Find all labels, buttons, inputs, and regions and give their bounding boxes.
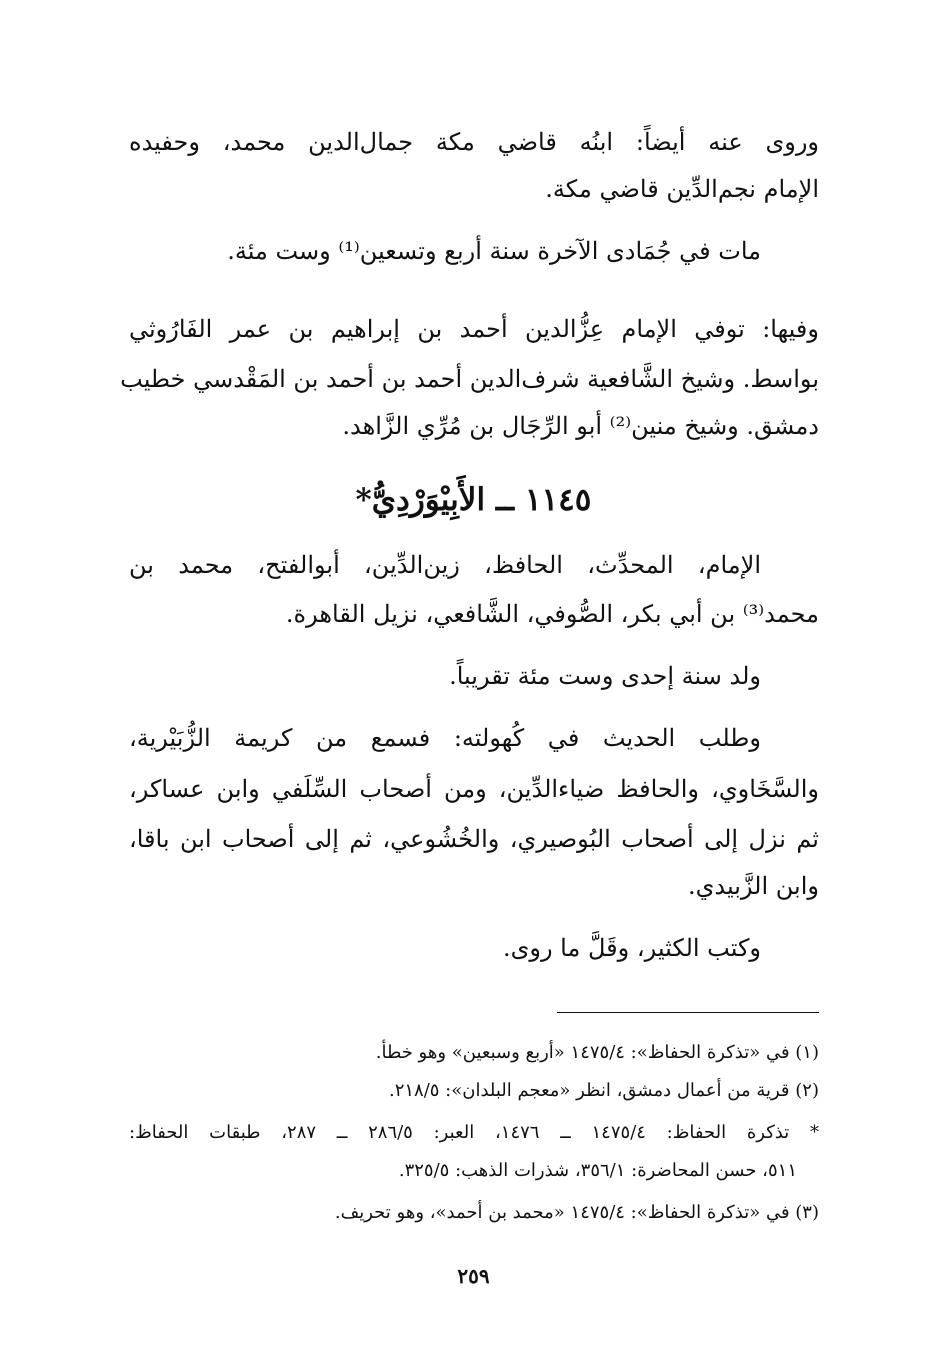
body-line: وفيها: توفي الإمام عِزُّالدين أحمد بن إبراهيم بن عمر الفَارُوثي xyxy=(129,315,819,343)
footnote: ٥١١، حسن المحاضرة: ٣٥٦/١، شذرات الذهب: ٣٢٥/٥. xyxy=(398,1160,797,1181)
footnote: (٣) في «تذكرة الحفاظ»: ١٤٧٥/٤ «محمد بن أحمد»، وهو تحريف. xyxy=(334,1202,819,1223)
footnote: (١) في «تذكرة الحفاظ»: ١٤٧٥/٤ «أربع وسبعين» وهو خطأ. xyxy=(375,1042,819,1063)
body-line: وابن الزَّبيدي. xyxy=(688,872,819,900)
body-line: بواسط. وشيخ الشَّافعية شرف‌الدين أحمد بن أحمد بن المَقْدسي خطيب xyxy=(120,365,819,393)
body-line: محمد⁽³⁾ بن أبي بكر، الصُّوفي، الشَّافعي، نزيل القاهرة. xyxy=(285,600,819,628)
footnote-separator xyxy=(557,1012,819,1013)
body-line: وروى عنه أيضاً: ابنُه قاضي مكة جمال‌الدين محمد، وحفيده xyxy=(129,128,819,156)
body-line: الإمام، المحدِّث، الحافظ، زين‌الدِّين، أبوالفتح، محمد بن xyxy=(129,551,761,579)
body-line: والسَّخَاوي، والحافظ ضياءالدِّين، ومن أصحاب السِّلَفي وابن عساكر، xyxy=(129,775,819,803)
body-line: مات في جُمَادى الآخرة سنة أربع وتسعين⁽¹⁾ وست مئة. xyxy=(227,237,761,265)
body-line: الإمام نجم‌الدِّين قاضي مكة. xyxy=(545,175,819,203)
body-line: ولد سنة إحدى وست مئة تقريباً. xyxy=(449,662,761,690)
body-line: وكتب الكثير، وقَلَّ ما روى. xyxy=(502,934,761,962)
footnote: * تذكرة الحفاظ: ١٤٧٥/٤ ــ ١٤٧٦، العبر: ٢٨٦/٥ ــ ٢٨٧، طبقات الحفاظ: xyxy=(129,1122,819,1143)
body-line: دمشق. وشيخ منين⁽²⁾ أبو الرِّجَال بن مُرِّي الزَّاهد. xyxy=(342,412,819,440)
body-line: وطلب الحديث في كُهولته: فسمع من كريمة الزُّبَيْرية، xyxy=(129,724,761,752)
entry-heading: ١١٤٥ ــ الأَبِيْوَرْدِيُّ* xyxy=(355,482,592,518)
body-line: ثم نزل إلى أصحاب البُوصيري، والخُشُوعي، ثم إلى أصحاب ابن باقا، xyxy=(129,825,819,853)
footnote: (٢) قرية من أعمال دمشق، انظر «معجم البلدان»: ٢١٨/٥. xyxy=(388,1080,819,1101)
page-number: ٢٥٩ xyxy=(457,1264,490,1288)
